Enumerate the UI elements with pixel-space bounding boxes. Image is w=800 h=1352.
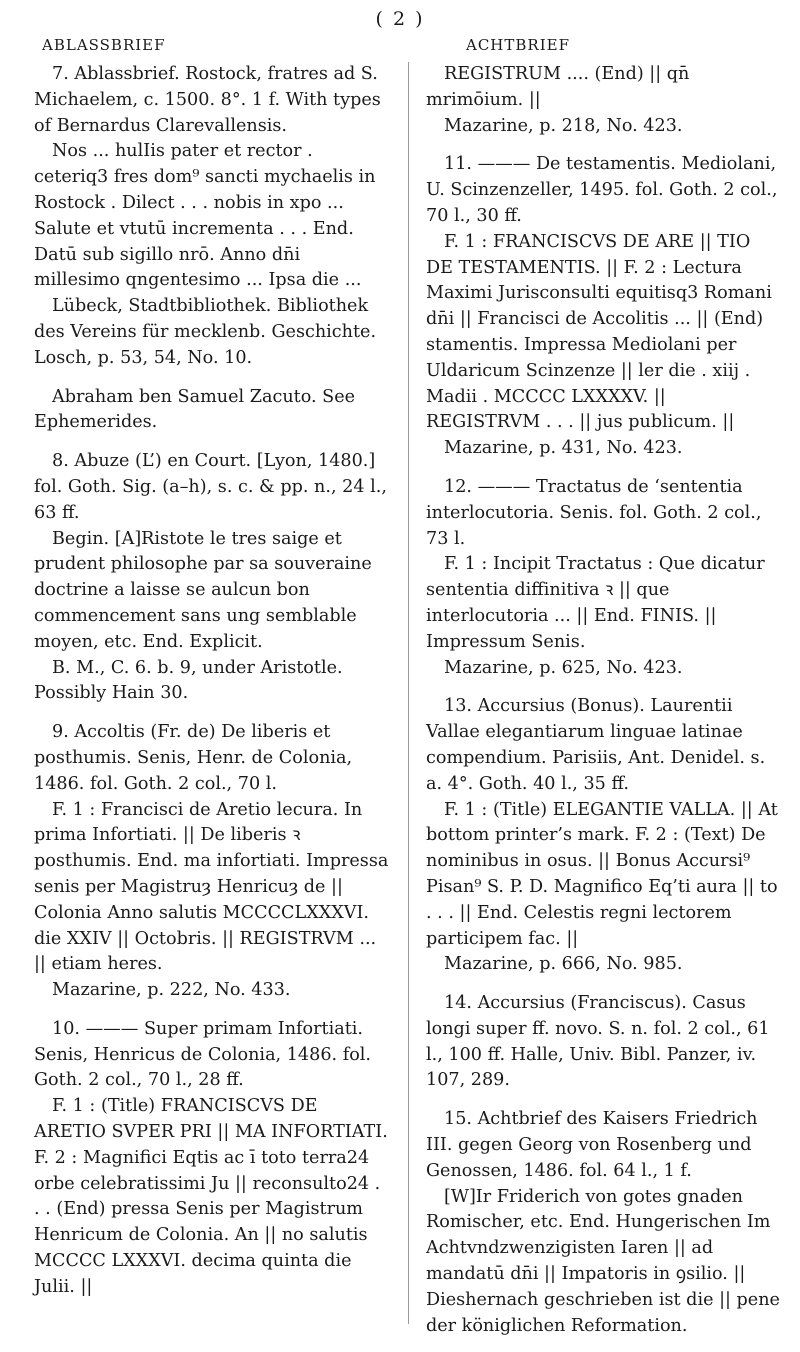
entry-paragraph: Abraham ben Samuel Zacuto. See Ephemerides. [34, 386, 356, 433]
entry-paragraph: Nos ... hulIis pater et rector . ceteriq3 fres dom⁹ sancti mychaelis in Rostock . Dilect . . . nobis in xpo ... Salute et vtutū incrementa . . . End. Datū sub sigillo nrō. Anno dn̄i millesimo qngentesimo ... Ipsa die ... [34, 141, 376, 291]
catalog-entry [426, 694, 782, 978]
entry-paragraph: 15. Achtbrief des Kaisers Friedrich III. gegen Georg von Rosenberg und Genossen, 1486. fol. 64 l., 1 f. [426, 1109, 758, 1181]
entry-paragraph: REGISTRUM .... (End) || qn̄ mrimōium. || [426, 64, 690, 110]
entry-paragraph: F. 1 : Francisci de Aretio lecura. In prima Infortiati. || De liberis ꝛ posthumis. End. ma infortiati. Impressa senis per Magistruȝ Henricuȝ de || Colonia Anno salutis MCCCCLXXXVI. die XXIV || Octobris. || REGISTRVM ... || etiam heres. [34, 799, 389, 975]
entry-paragraph: F. 1 : FRANCISCVS DE ARE || TIO DE TESTAMENTIS. || F. 2 : Lectura Maximi Jurisconsulti equitisq3 Romani dn̄i || Francisci de Accolitis ... || (End) stamentis. Impressa Mediolani per Uldaricum Scinzenze || ler die . xiij . Madii . MCCCC LXXXXV. || REGISTRVM . . . || jus publicum. || [426, 231, 772, 433]
entry-paragraph: Mazarine, p. 625, No. 423. [444, 657, 683, 678]
entry-paragraph: 7. Ablassbrief. Rostock, fratres ad S. Michaelem, c. 1500. 8°. 1 f. With types of Bernardus Clarevallensis. [34, 64, 381, 136]
entry-paragraph: 8. Abuze (L’) en Court. [Lyon, 1480.] fol. Goth. Sig. (a–h), s. c. & pp. n., 24 l., 63 ff. [34, 451, 387, 523]
catalog-entry [34, 1017, 390, 1301]
entry-paragraph: 14. Accursius (Franciscus). Casus longi super ff. novo. S. n. fol. 2 col., 61 l., 100 ff. Halle, Univ. Bibl. Panzer, iv. 107, 289. [426, 993, 770, 1091]
entry-paragraph: B. M., C. 6. b. 9, under Aristotle. Possibly Hain 30. [34, 657, 343, 704]
catalog-entry [426, 152, 782, 462]
running-head-left: ABLASSBRIEF [42, 36, 166, 54]
catalog-entry [34, 720, 390, 1004]
entry-paragraph: Mazarine, p. 222, No. 433. [52, 980, 291, 1001]
catalog-entry [34, 385, 390, 437]
catalog-entry [426, 1107, 782, 1339]
entry-paragraph: F. 1 : (Title) FRANCISCVS DE ARETIO SVPER PRI || MA INFORTIATI. F. 2 : Magnifici Eqtis ac ī toto terra24 orbe celebratissimi Ju || reconsulto24 . . . (End) pressa Senis per Magistrum Henricum de Colonia. An || no salutis MCCCC LXXXVI. decima quinta die Julii. || [34, 1096, 388, 1297]
column-divider [408, 62, 409, 1324]
catalog-entry [426, 475, 782, 681]
entry-paragraph: F. 1 : (Title) ELEGANTIE VALLA. || At bottom printer’s mark. F. 2 : (Text) De nominibus in osus. || Bonus Accursi⁹ Pisan⁹ S. P. D. Magnifico Eq’ti aura || to . . . || End. Celestis regni lectorem participem fac. || [426, 799, 778, 949]
entry-paragraph: [W]Ir Friderich von gotes gnaden Romischer, etc. End. Hungerischen Im Achtvndzwenzigisten Iaren || ad mandatū dn̄i || Impatoris in ꝯsilio. || Dieshernach geschrieben ist die || pene der königlichen Reformation. [426, 1186, 780, 1336]
entry-paragraph: 10. ——— Super primam Infortiati. Senis, Henricus de Colonia, 1486. fol. Goth. 2 col., 70 l., 28 ff. [34, 1018, 372, 1091]
left-column [34, 62, 390, 1314]
entry-paragraph: 9. Accoltis (Fr. de) De liberis et posthumis. Senis, Henr. de Colonia, 1486. fol. Goth. 2 col., 70 l. [34, 722, 353, 794]
entry-paragraph: 13. Accursius (Bonus). Laurentii Vallae elegantiarum linguae latinae compendium. Parisiis, Ant. Denidel. s. a. 4°. Goth. 40 l., 35 ff. [426, 696, 766, 794]
entry-paragraph: Begin. [A]Ristote le tres saige et prudent philosophe par sa souveraine doctrine a laisse se aulcun bon commencement sans ung semblable moyen, etc. End. Explicit. [34, 528, 372, 652]
entry-paragraph: Mazarine, p. 431, No. 423. [444, 438, 683, 459]
catalog-entry [426, 62, 782, 139]
entry-paragraph: Mazarine, p. 218, No. 423. [444, 115, 683, 136]
entry-paragraph: 12. ——— Tractatus de ‘sententia interlocutoria. Senis. fol. Goth. 2 col., 73 l. [426, 476, 762, 549]
entry-paragraph: Lübeck, Stadtbibliothek. Bibliothek des Vereins für mecklenb. Geschichte. Losch, p. 53, 54, No. 10. [34, 296, 377, 368]
right-column [426, 62, 782, 1352]
running-head-right: ACHTBRIEF [466, 36, 570, 54]
catalog-entry [34, 449, 390, 707]
catalog-entry [34, 62, 390, 372]
page-number: ( 2 ) [375, 8, 425, 30]
catalog-entry [426, 991, 782, 1094]
entry-paragraph: Mazarine, p. 666, No. 985. [444, 954, 683, 975]
entry-paragraph: 11. ——— De testamentis. Mediolani, U. Scinzenzeller, 1495. fol. Goth. 2 col., 70 l., 30 ff. [426, 154, 778, 226]
entry-paragraph: F. 1 : Incipit Tractatus : Que dicatur sententia diffinitiva ꝛ || que interlocutoria ... || End. FINIS. || Impressum Senis. [426, 554, 765, 652]
